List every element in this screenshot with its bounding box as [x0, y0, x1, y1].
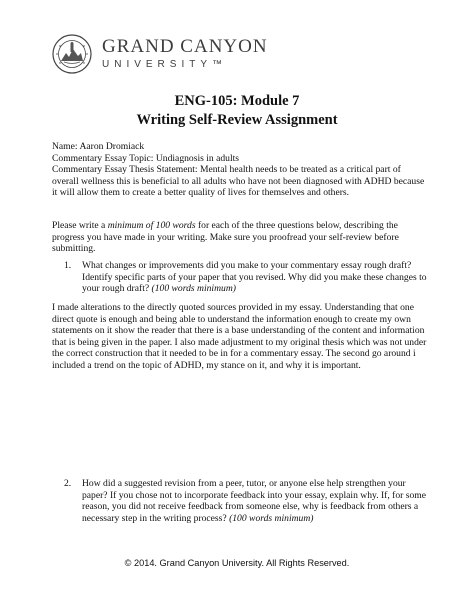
essay-topic: Commentary Essay Topic: Undiagnosis in adults: [52, 152, 240, 164]
answer-1: I made alterations to the directly quoted sources provided in my essay. Understanding that one direct quote is enough and being able to understand the information enough to create my own statements on it show the reader that there is a base understanding of the content and information that is being given in the paper. I also made adjustment to my original thesis which was not under the correct construction that it needed to be in for a commentary essay. The second go around i included a trend on the topic of ADHD, my stance on it, and why it is important.: [52, 302, 427, 371]
thesis-statement: Commentary Essay Thesis Statement: Mental health needs to be treated as a critical part of overall wellness this is beneficial to all adults who have not been diagnosed with ADHD because it will allow them to create a better quality of lives for themselves and others.: [52, 164, 425, 199]
question-text: How did a suggested revision from a peer, tutor, or anyone else help strengthen your paper? If you chose not to incorporate feedback into your essay, explain why. If, for some reason, you did not receive feedback from someone else, why is feedback from others a necessary step in the writing process?: [82, 478, 427, 524]
university-subtitle: UNIVERSITY™: [102, 59, 228, 70]
question-number: 2.: [64, 478, 72, 489]
university-name: GRAND CANYON: [102, 36, 268, 57]
question-number: 1.: [64, 260, 72, 271]
copyright-footer: © 2014. Grand Canyon University. All Rights Reserved.: [124, 558, 350, 568]
instructions: Please write a minimum of 100 words for each of the three questions below, describing the progress you have made in your writing. Make sure you proofread your self-review before submitting.: [52, 220, 399, 255]
student-name: Name: Aaron Dromiack: [52, 141, 145, 152]
university-seal-icon: [52, 34, 92, 74]
question-text: What changes or improvements did you make to your commentary essay rough draft? Identify specific parts of your paper that you revised. Why did you make these changes to your rough draft?: [82, 260, 427, 295]
assignment-title: ENG-105: Module 7: [174, 93, 300, 109]
word-minimum: minimum of 100 words: [107, 220, 196, 231]
university-wordmark: [102, 36, 268, 70]
question-word-note: (100 words minimum): [151, 283, 236, 295]
student-info: [52, 141, 427, 199]
question-word-note: (100 words minimum): [229, 512, 314, 524]
university-logo: [52, 34, 312, 86]
assignment-subtitle: Writing Self-Review Assignment: [136, 112, 338, 128]
